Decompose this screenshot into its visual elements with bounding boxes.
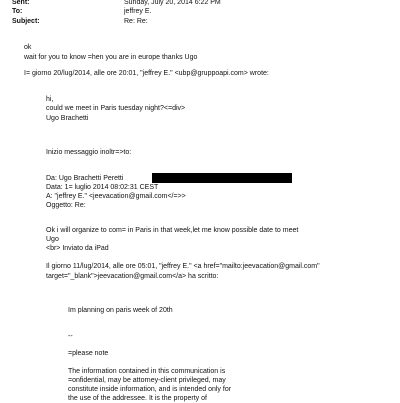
forward-to: A: "jeffrey E." <jeevacation@gmail.com</=>> bbox=[46, 193, 186, 200]
quote2-header-line2: target="_blank">jeevacation@gmail.com</a> ha scritto: bbox=[46, 273, 219, 280]
forward-date: Data: 1= luglio 2014 08:02:31 CEST bbox=[46, 184, 159, 191]
to-value: jeffrey E. bbox=[124, 8, 152, 15]
disclaimer-line3: constitute inside information, and is intended only for bbox=[68, 386, 232, 393]
quote2-plan: Im planning on paris week of 20th bbox=[68, 307, 173, 314]
subject-label: Subject: bbox=[12, 18, 40, 25]
forward-subject: Oggetto: Re: bbox=[46, 202, 86, 209]
quote2-dash: -- bbox=[68, 333, 73, 340]
subject-value: Re: Re: bbox=[124, 18, 148, 25]
quote1-meet: could we meet in Paris tuesday night?<=div> bbox=[46, 105, 186, 112]
sent-value: Sunday, July 20, 2014 6:22 PM bbox=[124, 0, 221, 6]
quote2-please-note: =please note bbox=[68, 350, 109, 357]
disclaimer-line1: The information contained in this communication is bbox=[68, 368, 226, 375]
sent-label: Sent: bbox=[12, 0, 30, 6]
forward-body-ugo: Ugo bbox=[46, 236, 59, 243]
quote1-header: I= giorno 20/lug/2014, alle ore 20:01, "jeffrey E." <ubp@gruppoapi.com> wrote: bbox=[24, 70, 269, 77]
quote2-header-line1: Il giorno 11/lug/2014, alle ore 05:01, "jeffrey E." <a href="mailto:jeevacation@gmail.com" bbox=[46, 263, 320, 270]
forward-body-sent-from-ipad: <br> Inviato da iPad bbox=[46, 245, 109, 252]
redaction-bar bbox=[152, 173, 292, 183]
body-line-ok: ok bbox=[24, 44, 32, 51]
disclaimer-line2: =onfidential, may be attorney-client privileged, may bbox=[68, 377, 226, 384]
forward-from: Da: Ugo Brachetti Peretti bbox=[46, 175, 124, 182]
disclaimer-line4: the use of the addressee. It is the property of bbox=[68, 395, 207, 402]
quote1-hi: hi, bbox=[46, 96, 54, 103]
forward-body-ok: Ok i will organize to com= in Paris in that week,let me know possible date to meet bbox=[46, 227, 299, 234]
quote1-signature: Ugo Brachetti bbox=[46, 115, 89, 122]
forward-header: Inizio messaggio inoltr=>to: bbox=[46, 149, 132, 156]
to-label: To: bbox=[12, 8, 23, 15]
body-line-wait: wait for you to know =hen you are in europe thanks Ugo bbox=[24, 54, 198, 61]
